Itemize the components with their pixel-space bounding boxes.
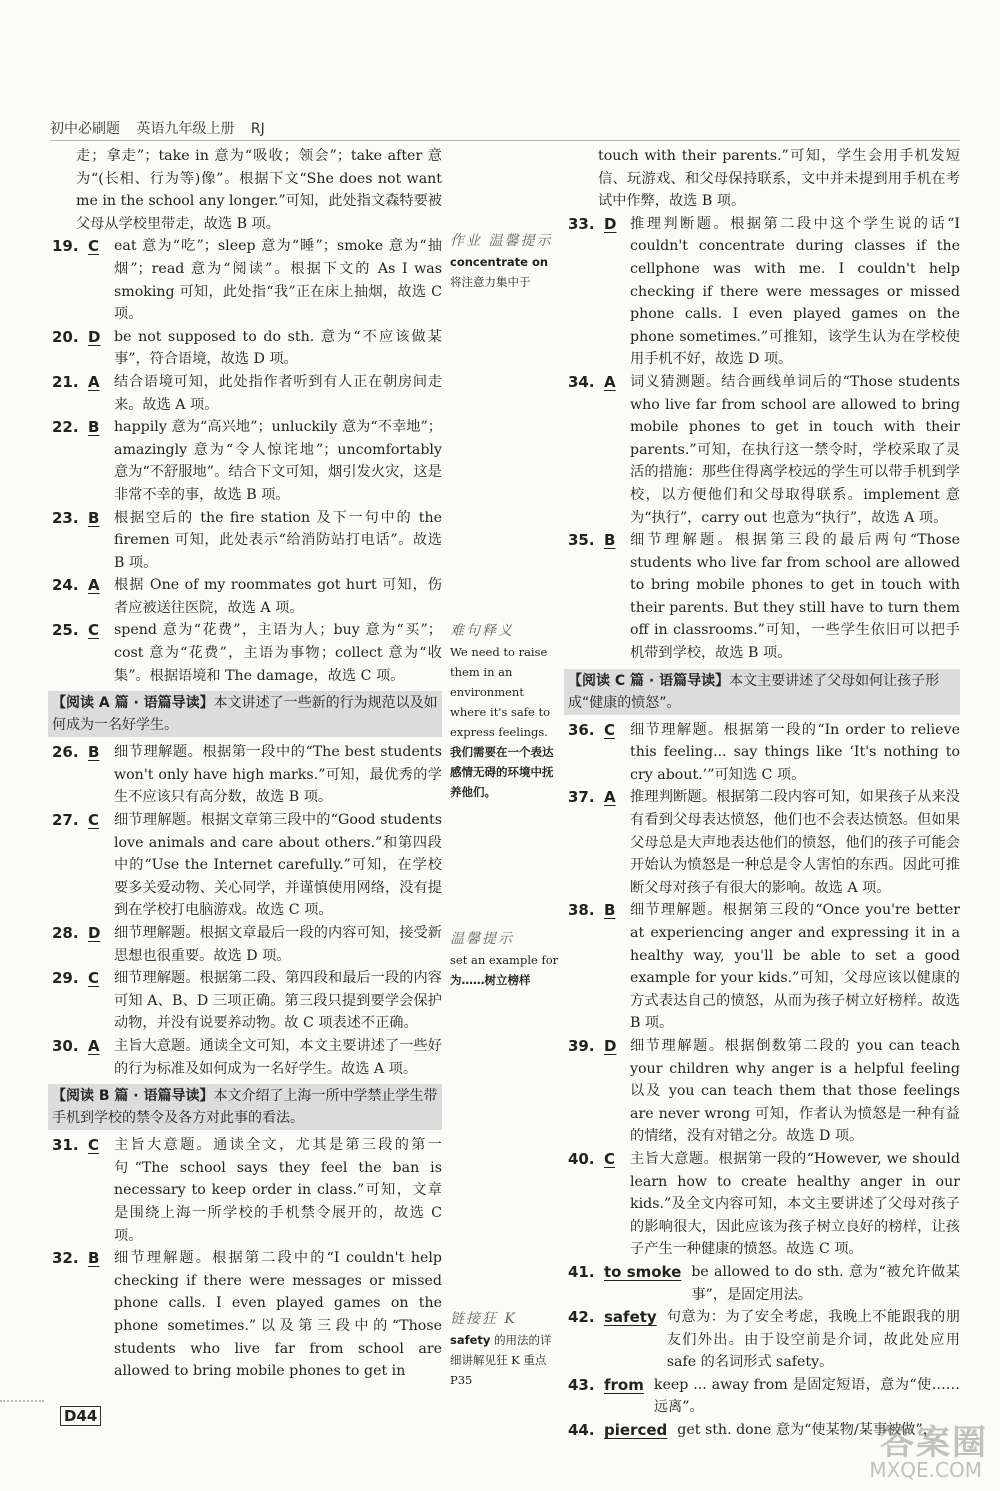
guide-b: [48, 1084, 442, 1130]
answer-key: A: [88, 372, 100, 391]
answer-key: B: [604, 901, 616, 920]
answer-item: [568, 1261, 960, 1306]
answer-item: [568, 1148, 960, 1261]
answer-key: D: [604, 214, 617, 233]
note-4-en: safety: [450, 1333, 491, 1347]
guide-a: [48, 691, 442, 737]
answer-item: [52, 619, 442, 687]
explanation-text: 根据空后的 the fire station 及下一句中的 the firemen 可知，此处表示“给消防站打电话”。故选 B 项。: [114, 509, 442, 571]
question-number: 35.: [568, 531, 595, 550]
answer-key: B: [88, 743, 100, 762]
question-number: 34.: [568, 372, 595, 391]
question-number: 22.: [52, 418, 79, 437]
note-4: [450, 1308, 560, 1390]
guide-c: [564, 669, 960, 715]
answer-key: A: [88, 576, 100, 595]
explanation-text: 细节理解题。根据第二段中的“I couldn't help checking if there were messages or missed phone calls. I even played games on the phone sometimes.”以及第三段中的“Those students who live far from school are allowed to bring mobile phones to get in: [114, 1250, 442, 1380]
explanation-text: 细节理解题。根据第二段、第四段和最后一段的内容可知 A、B、D 三项正确。第三段只提到要学会保护动物，并没有说要养动物。故 C 项表述不正确。: [114, 970, 442, 1032]
question-number: 41.: [568, 1262, 595, 1281]
question-number: 39.: [568, 1036, 595, 1055]
explanation-text: get sth. done 意为“使某物/某事被做”，: [677, 1422, 937, 1439]
guide-c-text: 本文主要讲述了父母如何让孩子形成“健康的愤怒”。: [568, 672, 940, 711]
explanation-text: 主旨大意题。通读全文，尤其是第三段的第一句“The school says they feel the ban is necessary to keep order in class.”可知，文章是围绕上海一所学校的手机禁令展开的，故选 C 项。: [114, 1137, 442, 1244]
guide-a-label: 【阅读 A 篇 · 语篇导读】: [52, 695, 214, 712]
explanation-text: 细节理解题。根据文章最后一段的内容可知，接受新思想也很重要。故选 D 项。: [114, 925, 442, 964]
explanation-text: be allowed to do sth. 意为“被允许做某事”，是固定用法。: [691, 1263, 960, 1303]
question-number: 36.: [568, 720, 595, 739]
question-number: 23.: [52, 508, 79, 527]
question-number: 27.: [52, 811, 79, 830]
explanation-text: keep ... away from 是固定短语，意为“使……远离”。: [653, 1376, 960, 1416]
answer-key: safety: [604, 1308, 657, 1327]
answer-key: C: [604, 720, 616, 739]
question-number: 19.: [52, 237, 79, 256]
answer-key: B: [88, 1249, 100, 1268]
question-number: 38.: [568, 901, 595, 920]
answer-key: A: [88, 1036, 100, 1055]
watermark-logo: 答案圈: [880, 1423, 988, 1463]
guide-b-label: 【阅读 B 篇 · 语篇导读】: [52, 1088, 214, 1105]
answer-item: [568, 1374, 960, 1419]
answer-item: [568, 1306, 960, 1374]
explanation-text: 细节理解题。根据第一段的“In order to relieve this feeling... say things like ‘It's nothing to cry about.’”可知选 C 项。: [630, 721, 960, 783]
answer-key: from: [604, 1375, 644, 1394]
explanation-text: 细节理解题。根据倒数第二段的 you can teach your children why anger is a helpful feeling 以及 you can teach them that those feelings are never wrong 可知，作者认为愤怒是一种有益的情绪，没有对错之分。故选 D 项。: [630, 1037, 960, 1145]
answer-key: A: [604, 372, 616, 391]
note-1-cn: 将注意力集中于: [450, 275, 531, 289]
answer-item: [52, 507, 442, 575]
answer-key: C: [88, 969, 100, 988]
question-number: 37.: [568, 788, 595, 807]
answer-item: [52, 1247, 442, 1383]
explanation-text: 细节理解题。根据第三段的“Once you're better at experiencing anger and expressing it in a healthy way, you'll be able to set a good example for your kids.”可知，父母应该以健康的方式表达自己的愤怒，从而为孩子树立好榜样。故选 B 项。: [630, 902, 960, 1032]
explanation-text: 细节理解题。根据第一段中的“The best students won't only have high marks.”可知，最优秀的学生不应该只有高分数，故选 B 项。: [114, 744, 442, 806]
answer-item: [52, 326, 442, 371]
note-1-title: 作业 温馨提示: [450, 233, 553, 249]
question-number: 40.: [568, 1149, 595, 1168]
answer-key: C: [604, 1149, 616, 1168]
question-number: 20.: [52, 327, 79, 346]
explanation-text: 词义猜测题。结合画线单词后的“Those students who live far from school are allowed to bring mobile phones to get in touch with their parents.”可知，在执行这一禁令时，学校采取了灵活的措施：那些住得离学校远的学生可以带手机到学校，以方便他们和父母取得联系。implement 意为“执行”，carry out 也意为“执行”，故选 A 项。: [630, 373, 960, 526]
question-number: 31.: [52, 1136, 79, 1155]
guide-a-text: 本文讲述了一些新的行为规范以及如何成为一名好学生。: [52, 695, 438, 734]
question-number: 43.: [568, 1375, 595, 1394]
guide-c-label: 【阅读 C 篇 · 语篇导读】: [568, 672, 730, 689]
answer-key: C: [88, 1136, 100, 1155]
answer-key: C: [88, 621, 100, 640]
answer-item: [568, 371, 960, 529]
page-header: [50, 118, 950, 138]
note-1-en: concentrate on: [450, 255, 549, 269]
right-column: [568, 145, 960, 1442]
answer-key: D: [88, 327, 101, 346]
question-number: 33.: [568, 214, 595, 233]
explanation-text: 结合语境可知，此处指作者听到有人正在朝房间走来。故选 A 项。: [114, 373, 442, 413]
margin-notes: [450, 145, 560, 1405]
explanation-text: be not supposed to do sth. 意为“不应该做某事”，符合语境，故选 D 项。: [114, 328, 442, 368]
answer-item: [52, 809, 442, 922]
right-intro: touch with their parents.”可知，学生会用手机发短信、玩游戏、和父母保持联系，文中并未提到用手机在考试中作弊，故选 B 项。: [598, 148, 960, 210]
answer-key: B: [88, 418, 100, 437]
answer-key: to smoke: [604, 1262, 682, 1281]
answer-item: [52, 574, 442, 619]
answer-item: [52, 371, 442, 416]
answer-key: C: [88, 811, 100, 830]
note-2-en: We need to raise them in an environment where it's safe to express feelings.: [450, 645, 551, 739]
question-number: 24.: [52, 576, 79, 595]
answer-item: [52, 416, 442, 506]
answer-key: A: [604, 788, 616, 807]
explanation-text: 推理判断题。根据第二段中这个学生说的话“I couldn't concentrate during classes if the cellphone was with me. I couldn't help checking if there were messages or missed phone calls. I even played games on the phone sometimes.”可推知，该学生认为在学校使用手机不好，故选 D 项。: [630, 215, 960, 368]
question-number: 32.: [52, 1249, 79, 1268]
book-title: 英语九年级上册: [136, 121, 235, 137]
answer-item: [568, 786, 960, 899]
question-number: 29.: [52, 969, 79, 988]
question-number: 30.: [52, 1036, 79, 1055]
explanation-text: 根据 One of my roommates got hurt 可知，伤者应被送往医院，故选 A 项。: [114, 577, 442, 616]
answer-item: [568, 1035, 960, 1148]
answer-item: [568, 529, 960, 665]
edition-label: RJ: [250, 121, 265, 137]
note-3-title: 温馨提示: [450, 931, 514, 947]
explanation-text: 细节理解题。根据第三段的最后两句“Those students who live far from school are allowed to bring mobile phones to get in touch with their parents. But they still have to turn them off in classrooms.”可知，一些学生依旧可以把手机带到学校，故选 B 项。: [630, 532, 960, 662]
note-2-title: 难句释义: [450, 623, 514, 639]
answer-item: [52, 235, 442, 325]
explanation-text: 句意为：为了安全考虑，我晚上不能跟我的朋友们外出。由于设空前是介词，故此处应用 safe 的名词形式 safety。: [666, 1309, 960, 1371]
page-number: D44: [60, 1406, 101, 1426]
note-3-cn: 为……树立榜样: [450, 973, 531, 987]
question-number: 25.: [52, 621, 79, 640]
answer-item: [52, 1035, 442, 1080]
question-number: 28.: [52, 924, 79, 942]
explanation-text: 推理判断题。根据第二段内容可知，如果孩子从来没有看到父母表达愤怒，他们也不会表达愤怒。但如果父母总是大声地表达他们的愤怒，他们的孩子可能会开始认为愤怒是一种总是令人害怕的东西。因此可推断父母对孩子有很大的影响。故选 A 项。: [630, 789, 960, 896]
answer-item: [52, 922, 442, 967]
explanation-text: happily 意为“高兴地”；unluckily 意为“不幸地”；amazingly 意为“令人惊诧地”；uncomfortably 意为“不舒服地”。结合下文可知，烟引发火灾，这是非常不幸的事，故选 B 项。: [114, 419, 442, 503]
note-2-cn: 我们需要在一个表达感情无碍的环境中抚养他们。: [450, 745, 554, 799]
question-number: 42.: [568, 1308, 595, 1327]
explanation-text: 细节理解题。根据文章第三段中的“Good students love animals and care about others.”和第四段中的“Use the Internet carefully.”可知，在学校要多关爱动物、关心同学，并谨慎使用网络，没有提到在学校打电脑游戏。故选 C 项。: [114, 812, 442, 919]
answer-item: [568, 719, 960, 787]
note-3-en: set an example for: [450, 953, 559, 967]
header-divider: [50, 140, 960, 141]
explanation-text: 主旨大意题。根据第一段的“However, we should learn how to create healthy anger in our kids.”及全文内容可知，本文主要讲述了父母对孩子的影响很大，因此应该为孩子树立良好的榜样，让孩子产生一种健康的愤怒。故选 C 项。: [630, 1150, 960, 1258]
explanation-text: eat 意为“吃”；sleep 意为“睡”；smoke 意为“抽烟”；read 意为“阅读”。根据下文的 As I was smoking 可知，此处指“我”正在床上抽烟，故选 C 项。: [114, 238, 442, 323]
question-number: 44.: [568, 1421, 595, 1440]
answer-item: [52, 1134, 442, 1247]
answer-item: [52, 967, 442, 1035]
note-4-title: 链接狂 K: [450, 1311, 517, 1327]
series-title: 初中必刷题: [50, 121, 120, 137]
answer-item: [52, 741, 442, 809]
note-4-cn: 的用法的详细讲解见狂 K 重点 P35: [450, 1333, 552, 1387]
answer-key: B: [88, 508, 100, 527]
answer-item: [568, 213, 960, 371]
explanation-text: spend 意为“花费”，主语为人；buy 意为“买”；cost 意为“花费”，主语为事物；collect 意为“收集”。根据语境和 The damage，故选 C 项。: [114, 622, 442, 684]
note-2: [450, 620, 560, 802]
left-column: [52, 145, 442, 1383]
note-1: [450, 230, 560, 292]
answer-item: [568, 899, 960, 1035]
answer-key: B: [604, 531, 616, 550]
guide-b-text: 本文介绍了上海一所中学禁止学生带手机到学校的禁令及各方对此事的看法。: [52, 1088, 438, 1127]
watermark-url: MXQE.COM: [869, 1458, 982, 1482]
answer-key: pierced: [604, 1421, 668, 1440]
question-number: 26.: [52, 743, 79, 762]
answer-key: D: [604, 1036, 617, 1055]
left-intro: 走；拿走”；take in 意为“吸收；领会”；take after 意为“(长相、行为等)像”。根据下文“She does not want me in the school any longer.”可知，此处指文森特要被父母从学校里带走，故选 B 项。: [76, 148, 442, 232]
answer-key: C: [88, 237, 100, 256]
question-number: 21.: [52, 372, 79, 391]
decorative-dots: [0, 1400, 44, 1402]
answer-key: D: [88, 924, 101, 942]
note-3: [450, 928, 560, 990]
explanation-text: 主旨大意题。通读全文可知，本文主要讲述了一些好的行为标准及如何成为一名好学生。故选 A 项。: [114, 1037, 442, 1077]
